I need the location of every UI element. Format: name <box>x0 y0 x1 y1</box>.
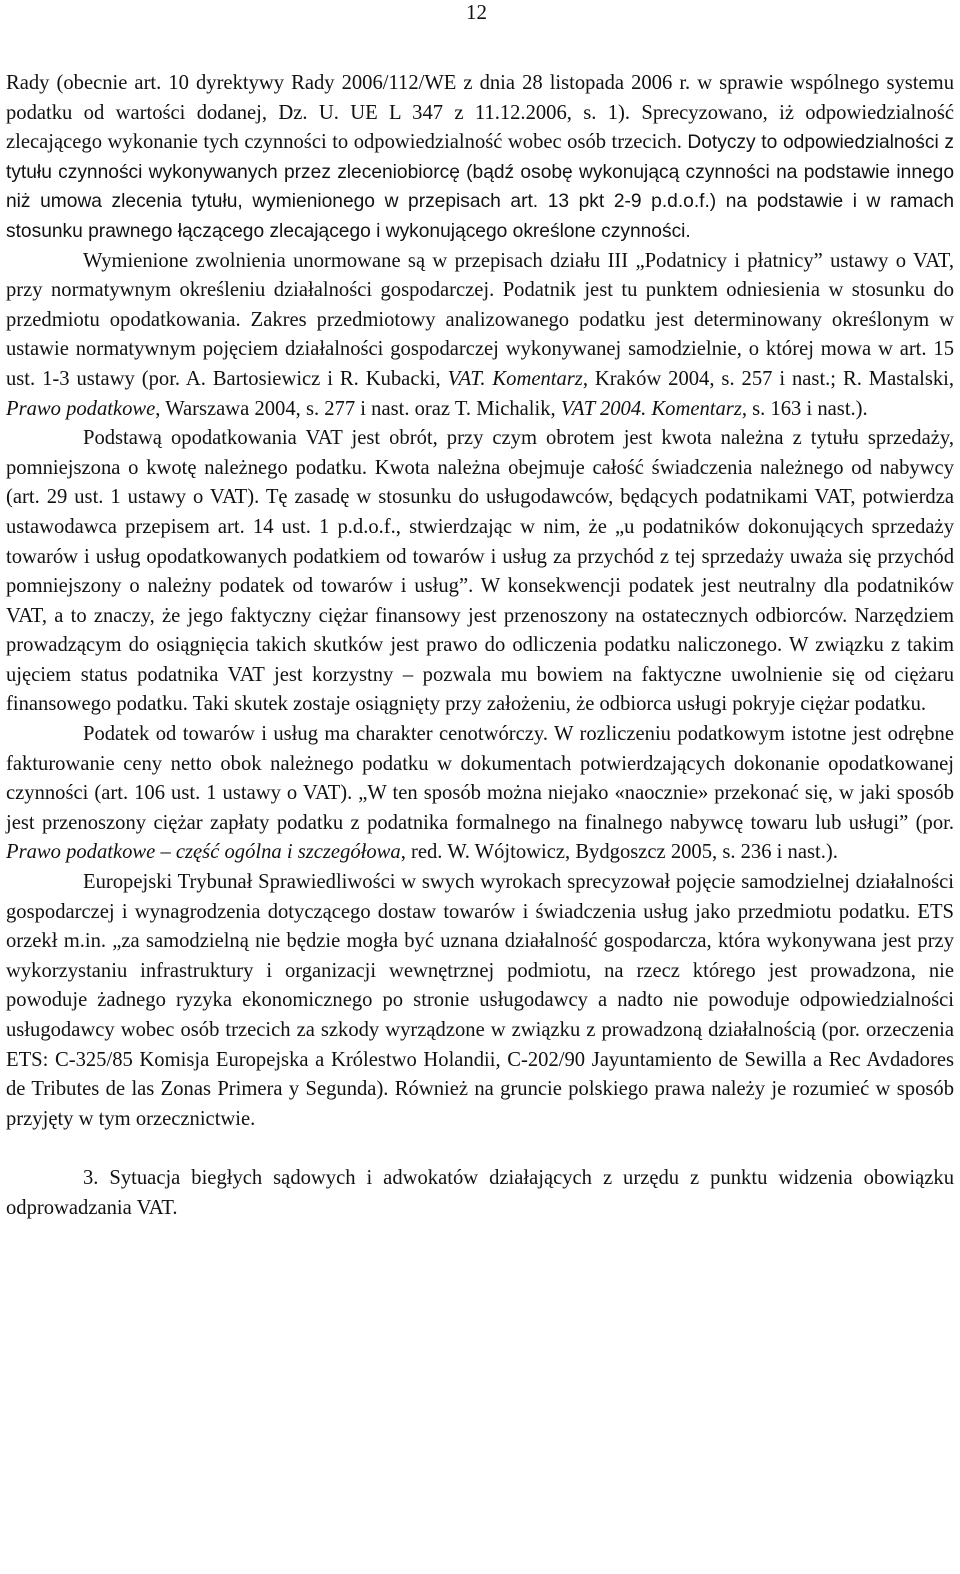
paragraph-exemptions-text-4: , s. 163 i nast.). <box>741 397 868 420</box>
paragraph-price-forming <box>6 720 954 868</box>
paragraph-continuation <box>6 69 954 247</box>
paragraph-continuation-text: Rady (obecnie art. 10 dyrektywy Rady 2006/112/WE z dnia 28 listopada 2006 r. w sprawie wspólnego systemu podatku od wartości dodanej, Dz. U. UE L 347 z 11.12.2006, s. 1). Sprecyzowano, iż odpowiedzialność zlecającego wykonanie tych czynności to odpowiedzialność wobec osób trzecich. <box>6 72 954 154</box>
paragraph-continuation-sans-text: Dotyczy to odpowiedzialności z tytułu czynności wykonywanych przez zleceniobiorcę (bądź osobę wykonującą czynności na podstawie innego niż umowa zlecenia tytułu, wymienionego w przepisach art. 13 pkt 2-9 p.d.o.f.) na podstawie i w ramach stosunku prawnego łączącego zlecającego i wykonującego określone czynności. <box>6 132 954 242</box>
paragraph-exemptions-text-2: , Kraków 2004, s. 257 i nast.; R. Mastalski, <box>582 367 954 390</box>
page-number: 12 <box>466 0 487 24</box>
section-heading-3: 3. Sytuacja biegłych sądowych i adwokatów działających z urzędu z punktu widzenia obowiązku odprowadzania VAT. <box>6 1167 954 1219</box>
paragraph-exemptions-text-1: Wymienione zwolnienia unormowane są w przepisach działu III „Podatnicy i płatnicy” ustawy o VAT, przy normatywnym określeniu działalności gospodarczej. Podatnik jest tu punktem odniesienia w stosunku do przedmiotu opodatkowania. Zakres przedmiotowy analizowanego podatku jest determinowany określonym w ustawie normatywnym pojęciem działalności gospodarczej wykonywanej samodzielnie, o której mowa w art. 15 ust. 1-3 ustawy (por. A. Bartosiewicz i R. Kubacki, <box>6 249 954 390</box>
citation-title-vat-komentarz: VAT. Komentarz <box>447 367 583 390</box>
citation-title-prawo-podatkowe: Prawo podatkowe <box>6 397 156 420</box>
paragraph-price-forming-text-1: Podatek od towarów i usług ma charakter cenotwórczy. W rozliczeniu podatkowym istotne jest odrębne fakturowanie ceny netto obok należnego podatku w dokumentach potwierdzających dokonanie opodatkowanej czynności (art. 106 ust. 1 ustawy o VAT). „W ten sposób można niejako «naocznie» przekonać się, w jaki sposób jest przenoszony ciężar zapłaty podatku z podatnika formalnego na finalnego nabywcę towaru lub usługi” (por. <box>6 723 954 834</box>
document-body <box>6 69 954 1224</box>
paragraph-exemptions <box>6 247 954 425</box>
citation-title-prawo-podatkowe-czesc: Prawo podatkowe – część ogólna i szczegółowa <box>6 841 401 864</box>
paragraph-ecj: Europejski Trybunał Sprawiedliwości w swych wyrokach sprecyzował pojęcie samodzielnej działalności gospodarczej i wynagrodzenia dotyczącego dostaw towarów i świadczenia usług jako przedmiotu podatku. ETS orzekł m.in. „za samodzielną nie będzie mogła być uznana działalność gospodarcza, która wykonywana jest przy wykorzystaniu infrastruktury i organizacji wewnętrznej podmiotu, na rzecz którego jest prowadzona, nie powoduje żadnego ryzyka ekonomicznego po stronie usługodawcy a nadto nie powoduje odpowiedzialności usługodawcy wobec osób trzecich za szkody wyrządzone w związku z prowadzoną działalnością (por. orzeczenia ETS: C-325/85 Komisja Europejska a Królestwo Holandii, C-202/90 Jayuntamiento de Sewilla a Rec Avdadores de Tributes de las Zonas Primera y Segunda). Również na gruncie polskiego prawa należy je rozumieć w sposób przyjęty w tym orzecznictwie. <box>6 871 954 1130</box>
paragraph-exemptions-text-3: , Warszawa 2004, s. 277 i nast. oraz T. Michalik, <box>155 397 561 420</box>
paragraph-price-forming-text-2: , red. W. Wójtowicz, Bydgoszcz 2005, s. 236 i nast.). <box>400 841 838 864</box>
paragraph-tax-base: Podstawą opodatkowania VAT jest obrót, przy czym obrotem jest kwota należna z tytułu sprzedaży, pomniejszona o kwotę należnego podatku. Kwota należna obejmuje całość świadczenia należnego od nabywcy (art. 29 ust. 1 ustawy o VAT). Tę zasadę w stosunku do usługodawców, będących podatnikami VAT, potwierdza ustawodawca przepisem art. 14 ust. 1 p.d.o.f., stwierdzając w nim, że „u podatników dokonujących sprzedaży towarów i usług opodatkowanych podatkiem od towarów i usług za przychód z tej sprzedaży uważa się przychód pomniejszony o należny podatek od towarów i usług”. W konsekwencji podatek jest neutralny dla podatników VAT, a to znaczy, że jego faktyczny ciężar finansowy jest przenoszony na ostatecznych odbiorców. Narzędziem prowadzącym do osiągnięcia takich skutków jest prawo do odliczenia podatku naliczonego. W związku z takim ujęciem status podatnika VAT jest korzystny – pozwala mu bowiem na faktyczne uwolnienie się od ciężaru finansowego podatku. Taki skutek zostaje osiągnięty przy założeniu, że odbiorca usługi pokryje ciężar podatku. <box>6 427 954 716</box>
citation-title-vat-2004: VAT 2004. Komentarz <box>560 397 742 420</box>
